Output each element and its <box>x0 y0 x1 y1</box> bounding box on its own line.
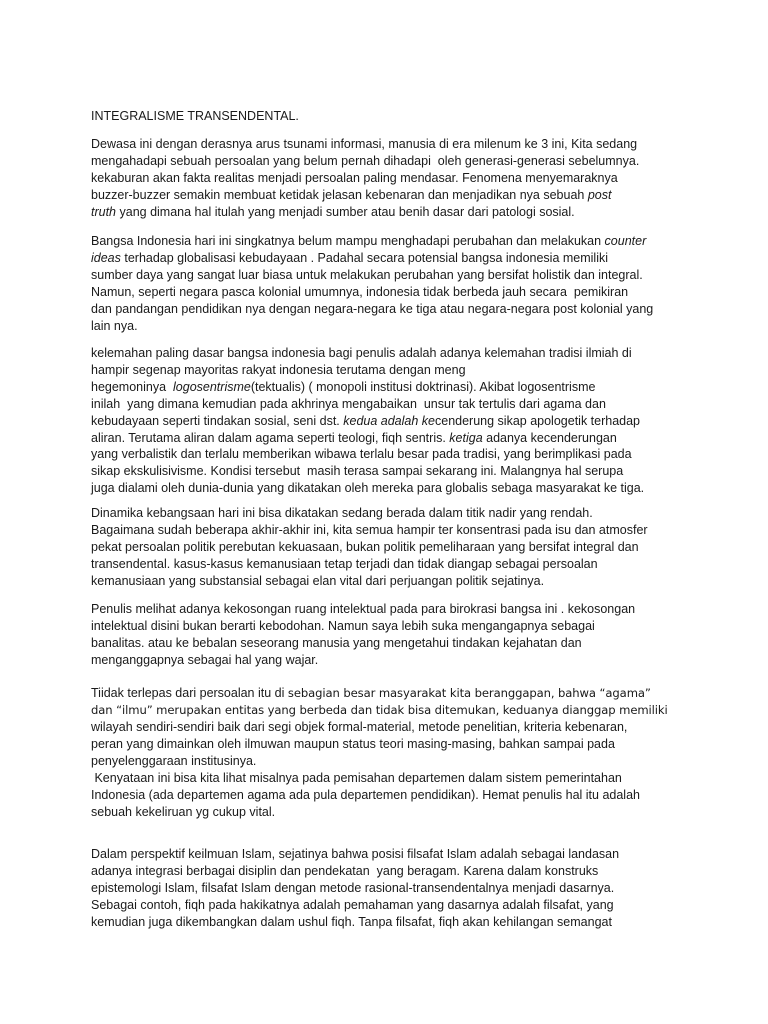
paragraph-line <box>91 618 595 634</box>
italic-text: kedua adalah ke <box>343 413 435 428</box>
text-segment: kemudian juga dikembangkan dalam ushul fiqh. Tanpa filsafat, fiqh akan kehilangan semangat <box>91 914 612 929</box>
paragraph-line <box>91 753 256 769</box>
text-segment: kelemahan paling dasar bangsa indonesia bagi penulis adalah adanya kelemahan tradisi ilmiah di <box>91 346 632 360</box>
text-segment: Tiidak terlepas dari persoalan itu di <box>91 686 288 700</box>
paragraph-line <box>91 284 628 300</box>
paragraph-line <box>91 187 611 203</box>
paragraph-line <box>91 539 639 555</box>
text-segment: Indonesia (ada departemen agama ada pula departemen pendidikan). Hemat penulis hal itu adalah <box>91 787 640 802</box>
text-segment: sebagian besar masyarakat kita beranggapan, bahwa “agama” <box>287 686 651 700</box>
text-segment: sikap ekskulisivisme. Kondisi tersebut masih terasa sampai sekarang ini. Malangnya hal serupa <box>91 464 624 479</box>
paragraph-line <box>91 804 275 820</box>
text-segment: inilah yang dimana kemudian pada akhrinya mengabaikan unsur tak tertulis dari agama dan <box>91 396 606 411</box>
paragraph-line <box>91 233 646 249</box>
paragraph-line <box>91 573 544 589</box>
text-segment: Kenyataan ini bisa kita lihat misalnya pada pemisahan departemen dalam sistem pemerintahan <box>91 771 622 785</box>
paragraph-line <box>91 396 606 412</box>
text-segment: juga dialami oleh dunia-dunia yang dikatakan oleh mereka para globalis sebaga masyarakat ke tiga. <box>91 481 645 496</box>
paragraph-line <box>91 505 593 521</box>
paragraph-line <box>91 897 614 913</box>
text-segment: adanya integrasi berbagai disiplin dan pendekatan yang beragam. Karena dalam konstruks <box>91 863 599 878</box>
text-segment: lain nya. <box>91 318 138 333</box>
text-segment: hampir segenap mayoritas rakyat indonesia terutama dengan meng <box>91 362 466 377</box>
italic-text: ideas <box>91 250 121 265</box>
italic-text: logosentrisme <box>173 379 251 394</box>
text-segment: dan “ilmu” merupakan entitas yang berbeda dan tidak bisa ditemukan, keduanya dianggap memiliki <box>91 702 668 717</box>
text-segment: Bagaimana sudah beberapa akhir-akhir ini, kita semua hampir ter konsentrasi pada isu dan atmosfer <box>91 522 648 537</box>
paragraph-line <box>91 787 640 803</box>
paragraph-line <box>91 250 608 266</box>
paragraph-line <box>91 480 644 496</box>
paragraph-line <box>91 267 643 283</box>
paragraph-line <box>91 635 582 651</box>
text-segment: aliran. Terutama aliran dalam agama seperti teologi, fiqh sentris. <box>91 430 450 445</box>
paragraph-line <box>91 413 640 429</box>
text-segment: transendental. kasus-kasus kemanusiaan tetap terjadi dan tidak diangap sebagai persoalan <box>91 556 598 571</box>
text-segment: yang verbalistik dan terlalu memberikan wibawa terlalu besar pada tradisi, yang berimplikasi pada <box>91 447 632 462</box>
paragraph-line <box>91 601 635 617</box>
text-segment: kebudayaan seperti tindakan sosial, seni dst. <box>91 413 344 428</box>
text-segment: intelektual disini bukan berarti kebodohan. Namun saya lebih suka mengangapnya sebagai <box>91 618 595 633</box>
paragraph-line <box>91 345 632 361</box>
text-segment: sebuah kekeliruan yg cukup vital. <box>91 804 276 819</box>
paragraph-line <box>91 522 648 538</box>
text-segment: adanya kecenderungan <box>482 430 617 445</box>
paragraph-line <box>91 301 653 317</box>
paragraph-line <box>91 318 138 334</box>
paragraph-line <box>91 880 614 896</box>
italic-text: ketiga <box>449 430 483 445</box>
paragraph-line <box>91 136 637 152</box>
text-segment: terhadap globalisasi kebudayaan . Padahal secara potensial bangsa indonesia memiliki <box>120 250 609 265</box>
text-segment: Dinamika kebangsaan hari ini bisa dikatakan sedang berada dalam titik nadir yang rendah. <box>91 506 593 520</box>
text-segment: sumber daya yang sangat luar biasa untuk melakukan perubahan yang bersifat holistik dan integral. <box>91 267 643 282</box>
text-segment: hegemoninya <box>91 379 174 394</box>
paragraph-line <box>91 446 632 462</box>
paragraph-line <box>91 770 622 786</box>
paragraph-line <box>91 719 627 735</box>
italic-text: post <box>587 187 612 202</box>
text-segment: Namun, seperti negara pasca kolonial umumnya, indonesia tidak berbeda jauh secara pemikiran <box>91 284 629 299</box>
text-segment: penyelenggaraan institusinya. <box>91 753 257 768</box>
text-segment: dan pandangan pendidikan nya dengan negara-negara ke tiga atau negara-negara post kolonial yang <box>91 301 654 316</box>
italic-text: counter <box>604 234 647 248</box>
text-segment: kemanusiaan yang substansial sebagai elan vital dari perjuangan politik sejatinya. <box>91 573 545 588</box>
text-segment: epistemologi Islam, filsafat Islam dengan metode rasional-transendentalnya menjadi dasarnya. <box>91 880 615 895</box>
text-segment: wilayah sendiri-sendiri baik dari segi objek formal-material, metode penelitian, kriteria kebenaran, <box>91 719 628 734</box>
paragraph-line <box>91 914 612 930</box>
paragraph-line <box>91 463 623 479</box>
paragraph-line <box>91 702 668 718</box>
text-segment: kekaburan akan fakta realitas menjadi persoalan paling mendasar. Fenomena menyemaraknya <box>91 170 618 185</box>
paragraph-line <box>91 204 575 220</box>
text-segment: Penulis melihat adanya kekosongan ruang intelektual pada para birokrasi bangsa ini . kekosongan <box>91 602 636 616</box>
paragraph-line <box>91 556 598 572</box>
paragraph-line <box>91 362 466 378</box>
text-segment: pekat persoalan politik perebutan kekuasaan, bukan politik pemeliharaan yang bersifat integral dan <box>91 539 639 554</box>
text-segment: peran yang dimainkan oleh ilmuwan maupun status teori masing-masing, bahkan sampai pada <box>91 736 615 751</box>
text-segment: cenderung sikap apologetik terhadap <box>435 413 641 428</box>
paragraph-line <box>91 652 318 668</box>
italic-text: truth <box>91 204 117 219</box>
paragraph-line <box>91 846 619 862</box>
text-segment: Dewasa ini dengan derasnya arus tsunami informasi, manusia di era milenum ke 3 ini, Kita sedang <box>91 137 638 151</box>
paragraph-line <box>91 170 618 186</box>
text-segment: menganggapnya sebagai hal yang wajar. <box>91 652 319 667</box>
paragraph-line <box>91 863 598 879</box>
document-title: INTEGRALISME TRANSENDENTAL. <box>91 109 299 123</box>
text-segment: yang dimana hal itulah yang menjadi sumber atau benih dasar dari patologi sosial. <box>116 204 575 219</box>
text-segment: (tektualis) ( monopoli institusi doktrinasi). Akibat logosentrisme <box>250 379 596 394</box>
paragraph-line <box>91 736 615 752</box>
paragraph-line <box>91 430 617 446</box>
text-segment: buzzer-buzzer semakin membuat ketidak jelasan kebenaran dan menjadikan nya sebuah <box>91 187 588 202</box>
paragraph-line <box>91 685 651 701</box>
text-segment: mengahadapi sebuah persoalan yang belum pernah dihadapi oleh generasi-generasi sebelumnya. <box>91 153 640 168</box>
paragraph-line <box>91 153 639 169</box>
paragraph-line <box>91 379 595 395</box>
text-segment: Bangsa Indonesia hari ini singkatnya belum mampu menghadapi perubahan dan melakukan <box>91 234 605 248</box>
text-segment: Dalam perspektif keilmuan Islam, sejatinya bahwa posisi filsafat Islam adalah sebagai landasan <box>91 847 620 861</box>
text-segment: Sebagai contoh, fiqh pada hakikatnya adalah pemahaman yang dasarnya adalah filsafat, yang <box>91 897 614 912</box>
text-segment: banalitas. atau ke bebalan seseorang manusia yang mengetahui tindakan kejahatan dan <box>91 635 582 650</box>
